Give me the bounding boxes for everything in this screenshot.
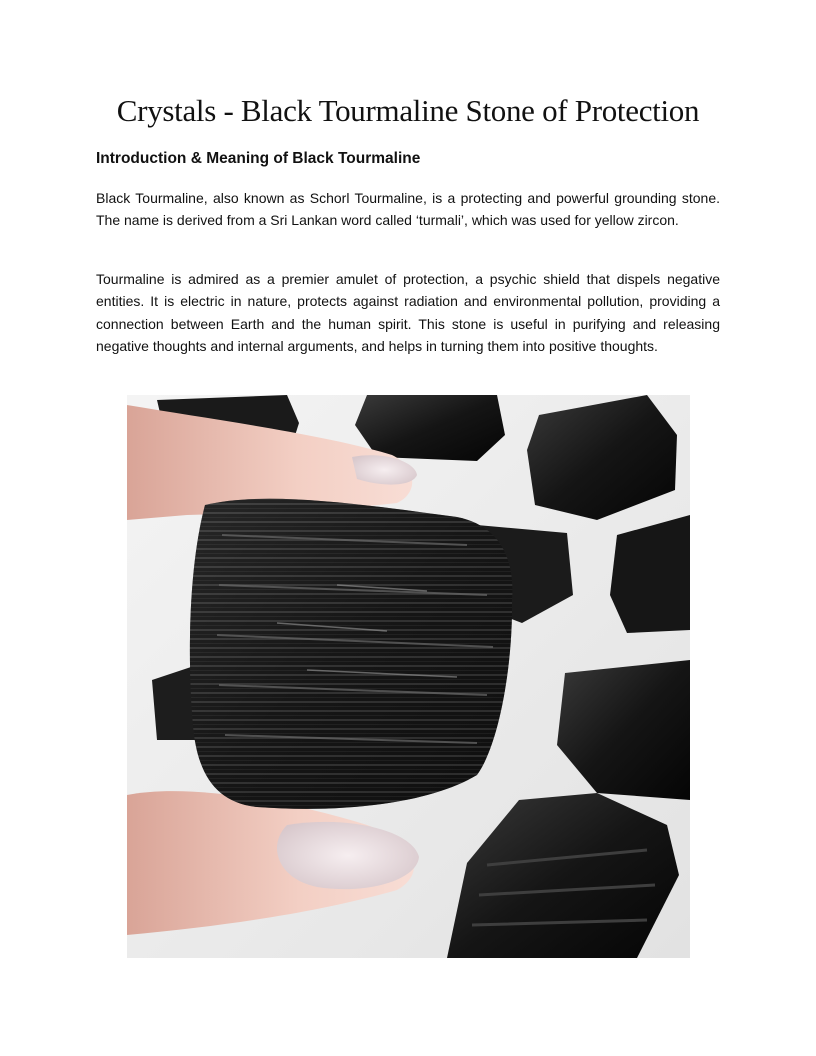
section-heading: Introduction & Meaning of Black Tourmaline <box>96 150 421 167</box>
paragraph-intro: Black Tourmaline, also known as Schorl Tourmaline, is a protecting and powerful grounding stone. The name is derived from a Sri Lankan word called ‘turmali’, which was used for yellow zircon. <box>96 190 720 229</box>
paragraph-protection: Tourmaline is admired as a premier amulet of protection, a psychic shield that dispels negative entities. It is electric in nature, protects against radiation and environmental pollution, providing a connection between Earth and the human spirit. This stone is useful in purifying and releasing negative thoughts and internal arguments, and helps in turning them into positive thoughts. <box>96 271 720 354</box>
tourmaline-photo <box>127 395 690 958</box>
main-crystal <box>190 499 512 809</box>
page-title: Crystals - Black Tourmaline Stone of Protection <box>116 93 700 128</box>
